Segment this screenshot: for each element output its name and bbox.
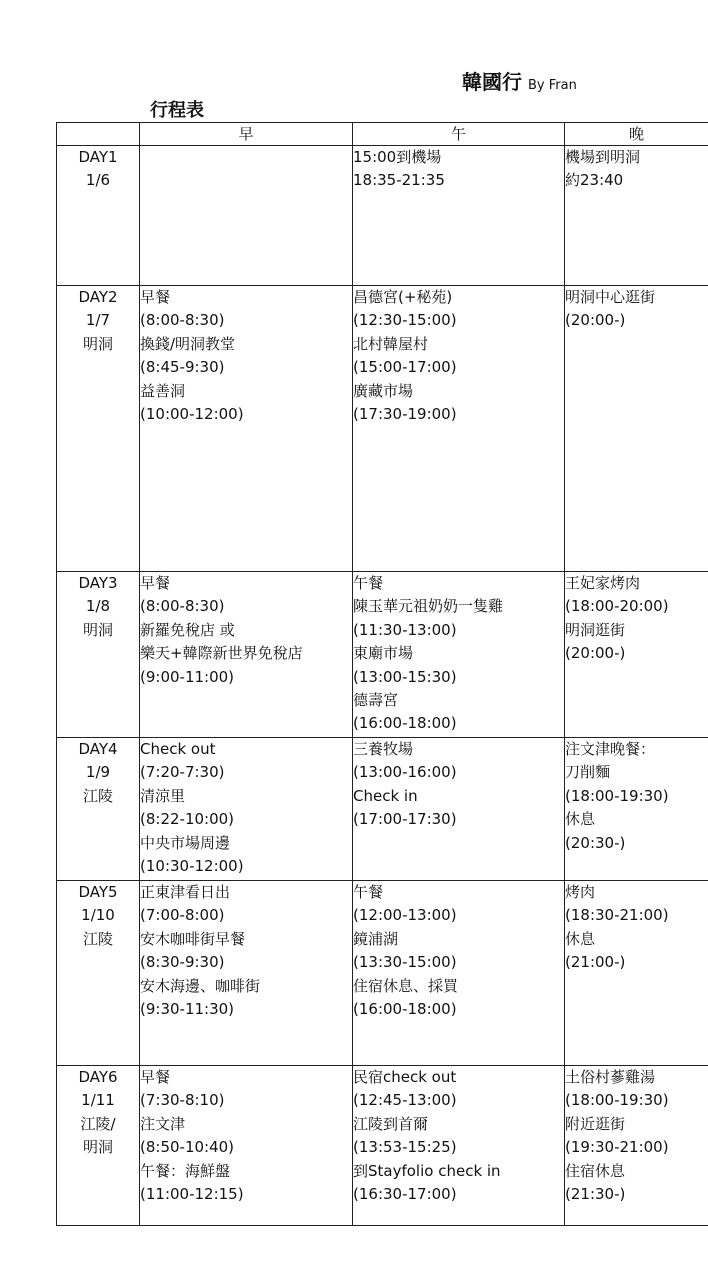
- cell-line: 1/9: [85, 763, 111, 782]
- cell-line: 休息: [565, 810, 596, 829]
- morning-cell: [140, 572, 353, 738]
- table-row: [57, 572, 708, 738]
- header-day: [57, 123, 140, 146]
- cell-line: (12:45-13:00): [353, 1091, 457, 1110]
- table-row: [57, 1066, 708, 1226]
- cell-line: (13:53-15:25): [353, 1138, 457, 1157]
- cell-line: 住宿休息: [565, 1161, 626, 1180]
- afternoon-cell: [353, 286, 565, 572]
- cell-line: 住宿休息、採買: [353, 976, 459, 995]
- cell-line: (11:30-13:00): [353, 620, 457, 639]
- cell-line: DAY6: [78, 1068, 118, 1086]
- cell-line: (10:00-12:00): [140, 405, 244, 424]
- cell-line: (19:30-21:00): [565, 1138, 669, 1157]
- cell-line: 1/8: [85, 597, 111, 616]
- day-cell: [57, 881, 140, 1066]
- cell-line: 中央市場周邊: [140, 833, 231, 852]
- cell-line: Check in: [353, 786, 418, 805]
- cell-line: (9:30-11:30): [140, 1000, 235, 1019]
- cell-line: 廣藏市場: [353, 381, 414, 400]
- document-title-block: [462, 66, 577, 95]
- cell-line: 午餐: [353, 883, 384, 901]
- day-cell: [57, 1066, 140, 1226]
- cell-line: Check out: [140, 740, 216, 758]
- afternoon-cell: [353, 1066, 565, 1226]
- table-row: [57, 286, 708, 572]
- cell-line: 王妃家烤肉: [565, 574, 641, 592]
- cell-line: 15:00到機場: [353, 148, 442, 166]
- cell-line: 昌德宮(+秘苑): [353, 288, 453, 306]
- cell-line: 明洞: [82, 620, 113, 639]
- cell-line: 正東津看日出: [140, 883, 231, 901]
- cell-line: 休息: [565, 929, 596, 948]
- cell-line: 三養牧場: [353, 740, 414, 758]
- cell-line: (20:30-): [565, 833, 626, 852]
- cell-line: 明洞逛街: [565, 620, 626, 639]
- cell-line: 東廟市場: [353, 644, 414, 663]
- cell-line: 益善洞: [140, 381, 186, 400]
- cell-line: (8:00-8:30): [140, 597, 225, 616]
- cell-line: 北村韓屋村: [353, 334, 429, 353]
- cell-line: 安木海邊、咖啡街: [140, 976, 261, 995]
- header-afternoon: 午: [353, 123, 565, 146]
- document-title: 韓國行: [462, 70, 522, 94]
- cell-line: 新羅免稅店 或: [140, 620, 235, 639]
- evening-cell: [565, 572, 708, 738]
- evening-cell: [565, 286, 708, 572]
- cell-line: 到Stayfolio check in: [353, 1161, 501, 1180]
- morning-cell: [140, 1066, 353, 1226]
- afternoon-cell: [353, 146, 565, 286]
- author-byline: By Fran: [528, 78, 577, 93]
- table-row: [57, 146, 708, 286]
- cell-line: 午餐：海鮮盤: [140, 1161, 231, 1180]
- day-cell: [57, 572, 140, 738]
- cell-line: (16:00-18:00): [353, 714, 457, 733]
- cell-line: (20:00-): [565, 311, 626, 330]
- cell-line: (17:30-19:00): [353, 405, 457, 424]
- morning-cell: [140, 881, 353, 1066]
- cell-line: 陳玉華元祖奶奶一隻雞: [353, 597, 504, 616]
- cell-line: (21:30-): [565, 1185, 626, 1204]
- cell-line: (17:00-17:30): [353, 810, 457, 829]
- cell-line: 江陵: [82, 786, 113, 805]
- cell-line: 德壽宮: [353, 691, 399, 710]
- afternoon-cell: [353, 881, 565, 1066]
- cell-line: (12:30-15:00): [353, 311, 457, 330]
- evening-cell: [565, 146, 708, 286]
- schedule-heading: 行程表: [150, 100, 204, 121]
- table-row: [57, 738, 708, 881]
- cell-line: (15:00-17:00): [353, 358, 457, 377]
- cell-line: (18:00-20:00): [565, 597, 669, 616]
- itinerary-table: [56, 122, 708, 1226]
- cell-line: (9:00-11:00): [140, 667, 235, 686]
- cell-line: 注文津: [140, 1114, 186, 1133]
- cell-line: (10:30-12:00): [140, 857, 244, 876]
- cell-line: 明洞: [82, 1138, 113, 1157]
- cell-line: 刀削麵: [565, 763, 611, 782]
- evening-cell: [565, 738, 708, 881]
- cell-line: (8:45-9:30): [140, 358, 225, 377]
- cell-line: (8:50-10:40): [140, 1138, 235, 1157]
- afternoon-cell: [353, 738, 565, 881]
- afternoon-cell: [353, 572, 565, 738]
- cell-line: (18:30-21:00): [565, 906, 669, 925]
- cell-line: 1/7: [85, 311, 111, 330]
- cell-line: DAY4: [78, 740, 118, 758]
- cell-line: 1/6: [85, 171, 111, 190]
- header-evening: 晚: [565, 123, 708, 146]
- cell-line: (8:00-8:30): [140, 311, 225, 330]
- day-cell: [57, 286, 140, 572]
- cell-line: 江陵: [82, 929, 113, 948]
- cell-line: 1/10: [81, 906, 115, 925]
- morning-cell: [140, 286, 353, 572]
- morning-cell: [140, 146, 353, 286]
- cell-line: DAY1: [78, 148, 118, 166]
- cell-line: (13:30-15:00): [353, 953, 457, 972]
- cell-line: (13:00-15:30): [353, 667, 457, 686]
- cell-line: 鏡浦湖: [353, 929, 399, 948]
- cell-line: 注文津晚餐：: [565, 740, 656, 758]
- cell-line: 1/11: [81, 1091, 115, 1110]
- cell-line: (8:30-9:30): [140, 953, 225, 972]
- day-cell: [57, 738, 140, 881]
- cell-line: 江陵/: [80, 1114, 116, 1133]
- cell-line: 約23:40: [565, 171, 624, 190]
- cell-line: 18:35-21:35: [353, 171, 445, 190]
- cell-line: (18:00-19:30): [565, 786, 669, 805]
- morning-cell: [140, 738, 353, 881]
- cell-line: (16:00-18:00): [353, 1000, 457, 1019]
- cell-line: (21:00-): [565, 953, 626, 972]
- cell-line: 民宿check out: [353, 1068, 457, 1086]
- cell-line: 早餐: [140, 1068, 171, 1086]
- cell-line: (16:30-17:00): [353, 1185, 457, 1204]
- evening-cell: [565, 881, 708, 1066]
- header-morning: 早: [140, 123, 353, 146]
- table-row: [57, 881, 708, 1066]
- cell-line: 早餐: [140, 574, 171, 592]
- cell-line: 清涼里: [140, 786, 186, 805]
- cell-line: (20:00-): [565, 644, 626, 663]
- cell-line: (13:00-16:00): [353, 763, 457, 782]
- cell-line: (11:00-12:15): [140, 1185, 244, 1204]
- header-row: [57, 123, 708, 146]
- cell-line: 樂天+韓際新世界免稅店: [140, 644, 303, 663]
- cell-line: 土俗村蔘雞湯: [565, 1068, 656, 1086]
- cell-line: 早餐: [140, 288, 171, 306]
- cell-line: 烤肉: [565, 883, 596, 901]
- cell-line: 明洞: [82, 334, 113, 353]
- cell-line: 明洞中心逛街: [565, 288, 656, 306]
- cell-line: 江陵到首爾: [353, 1114, 429, 1133]
- cell-line: 午餐: [353, 574, 384, 592]
- cell-line: (7:00-8:00): [140, 906, 225, 925]
- cell-line: DAY2: [78, 288, 118, 306]
- cell-line: (12:00-13:00): [353, 906, 457, 925]
- cell-line: (7:20-7:30): [140, 763, 225, 782]
- cell-line: 換錢/明洞教堂: [140, 334, 236, 353]
- cell-line: 安木咖啡街早餐: [140, 929, 246, 948]
- day-cell: [57, 146, 140, 286]
- cell-line: (18:00-19:30): [565, 1091, 669, 1110]
- cell-line: (7:30-8:10): [140, 1091, 225, 1110]
- cell-line: (8:22-10:00): [140, 810, 235, 829]
- evening-cell: [565, 1066, 708, 1226]
- cell-line: 機場到明洞: [565, 148, 641, 166]
- cell-line: 附近逛街: [565, 1114, 626, 1133]
- cell-line: DAY5: [78, 883, 118, 901]
- cell-line: DAY3: [78, 574, 118, 592]
